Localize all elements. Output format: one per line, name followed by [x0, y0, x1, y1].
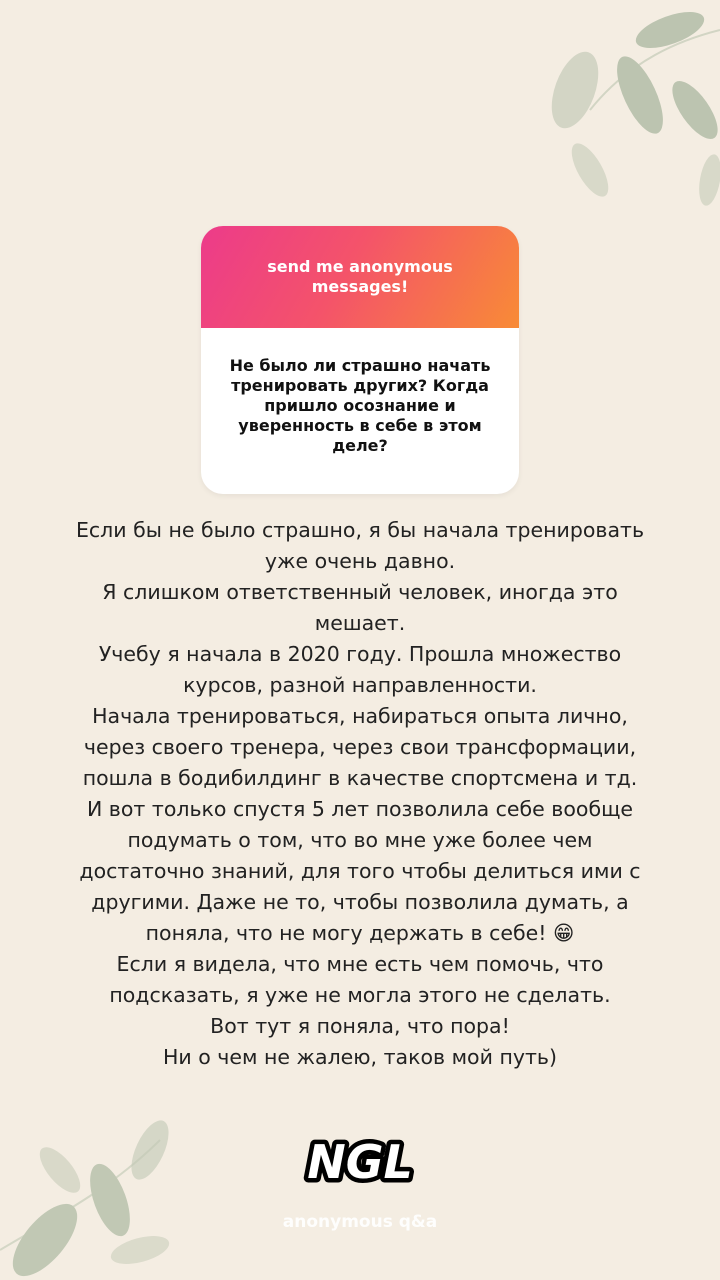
answer-line: другими. Даже не то, чтобы позволила думать, а — [91, 890, 629, 914]
card-body — [201, 328, 519, 494]
answer-line: Начала тренироваться, набираться опыта лично, — [92, 704, 628, 728]
answer-line: уже очень давно. — [264, 549, 456, 573]
answer-line: Вот тут я поняла, что пора! — [210, 1014, 510, 1038]
answer-line: подумать о том, что во мне уже более чем — [127, 828, 593, 852]
question-card — [201, 226, 519, 494]
ngl-logo — [300, 1126, 420, 1196]
question-text: Не было ли страшно начать тренировать других? Когда пришло осознание и уверенность в себе в этом деле? — [229, 356, 491, 455]
answer-line: достаточно знаний, для того чтобы делиться ими с — [79, 859, 641, 883]
answer-line: через своего тренера, через свои трансформации, — [83, 735, 637, 759]
ngl-logo-text: NGL — [307, 1135, 413, 1189]
answer-line: поняла, что не могу держать в себе! 😁 — [145, 921, 575, 945]
answer-line: Учебу я начала в 2020 году. Прошла множество — [98, 642, 622, 666]
answer-line: Если бы не было страшно, я бы начала тренировать — [75, 518, 645, 542]
answer-line: Если я видела, что мне есть чем помочь, что — [116, 952, 604, 976]
card-header-text: send me anonymous messages! — [267, 257, 453, 296]
answer-line: Ни о чем не жалею, таков мой путь) — [162, 1045, 557, 1069]
answer-line: курсов, разной направленности. — [183, 673, 537, 697]
answer-line: подсказать, я уже не могла этого не сделать. — [109, 983, 611, 1007]
leaf-decoration-bottom — [0, 1050, 210, 1280]
answer-line: И вот только спустя 5 лет позволила себе вообще — [86, 797, 634, 821]
answer-line: мешает. — [314, 611, 406, 635]
leaf-decoration-top — [480, 0, 720, 210]
card-header — [201, 226, 519, 328]
ngl-subtitle: anonymous q&a — [282, 1212, 438, 1232]
answer-line: пошла в бодибилдинг в качестве спортсмена и тд. — [82, 766, 638, 790]
answer-text — [40, 515, 680, 1073]
answer-line: Я слишком ответственный человек, иногда это — [102, 580, 618, 604]
